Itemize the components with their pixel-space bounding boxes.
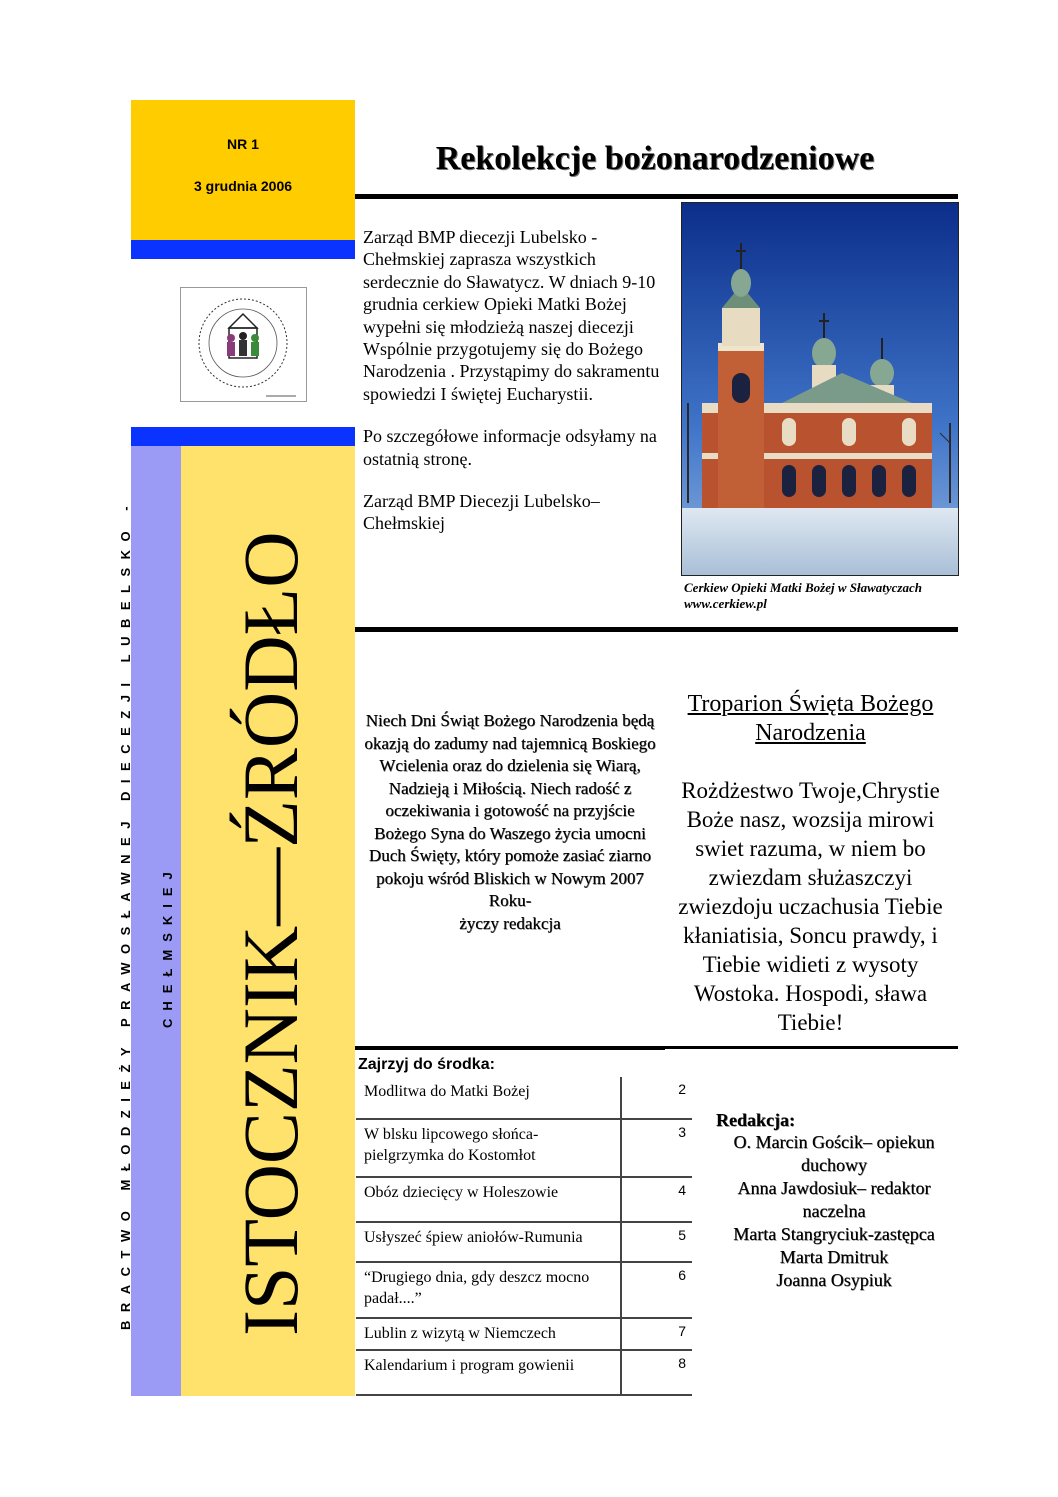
editorial-member: Anna Jawdosiuk– redaktor naczelna (737, 1178, 931, 1221)
wishes-signature: życzy redakcja (459, 913, 561, 933)
toc-item-page: 4 (678, 1182, 686, 1198)
toc-item-page: 2 (678, 1081, 686, 1097)
church-photo (681, 202, 959, 576)
toc-item-title: Modlitwa do Matki Bożej (356, 1077, 622, 1118)
issue-number: NR 1 (227, 136, 259, 152)
editorial-member: Marta Dmitruk (779, 1247, 889, 1267)
logo-emblem-icon (181, 288, 306, 401)
toc-item-page: 6 (678, 1267, 686, 1283)
toc-row[interactable] (356, 1351, 692, 1396)
fraternity-name-cont: CHEŁMSKIEJ (160, 864, 175, 1028)
toc-row[interactable] (356, 1223, 692, 1263)
rule-middle (355, 627, 958, 632)
editorial-member: O. Marcin Gościk– opiekun duchowy (733, 1132, 935, 1175)
toc-item-page: 3 (678, 1124, 686, 1140)
page-title: Rekolekcje bożonarodzeniowe (435, 140, 875, 177)
church-illustration-icon (682, 203, 958, 575)
photo-caption (684, 580, 954, 612)
photo-caption-title: Cerkiew Opieki Matki Bożej w Sławatyczach (684, 580, 922, 595)
photo-caption-source: www.cerkiew.pl (684, 596, 767, 611)
rule-lower-right (665, 1046, 958, 1049)
editorial-heading: Redakcja: (716, 1110, 795, 1130)
toc-item-page: 5 (678, 1227, 686, 1243)
toc-row[interactable] (356, 1319, 692, 1351)
blue-divider-bottom (131, 427, 355, 446)
blue-divider-top (131, 240, 355, 259)
table-of-contents (356, 1077, 692, 1396)
article-paragraph: Po szczegółowe informacje odsyłamy na ostatnią stronę. (363, 426, 657, 469)
masthead-title: ISTOCZNIK—ŹRÓDŁO (227, 531, 314, 1336)
issue-header-panel (131, 100, 355, 240)
toc-item-title: Lublin z wizytą w Niemczech (356, 1319, 622, 1349)
troparion-title: Troparion Święta Bożego Narodzenia (687, 691, 934, 746)
toc-row[interactable] (356, 1120, 692, 1178)
article-paragraph: Zarząd BMP diecezji Lubelsko - Chełmskiej zaprasza wszystkich serdecznie do Sławatycz. W dniach 9-10 grudnia cerkiew Opieki Matki Bożej wypełni się młodzieżą naszej diecezji Wspólnie przygotujemy się do Bożego Narodzenia . Przystąpimy do sakramentu spowiedzi I świętej Eucharystii. (363, 227, 660, 404)
toc-row[interactable] (356, 1263, 692, 1319)
toc-row[interactable] (356, 1077, 692, 1120)
fraternity-logo (180, 287, 307, 402)
toc-item-title: Obóz dziecięcy w Holeszowie (356, 1178, 622, 1221)
toc-row[interactable] (356, 1178, 692, 1223)
rule-top (355, 194, 958, 199)
toc-item-page: 8 (678, 1355, 686, 1371)
troparion-text: Rożdżestwo Twoje,Chrystie Boże nasz, wozsija mirowi swiet razuma, w niem bo zwiezdam służaszczyi zwiezdoju uczachusia Tiebie kłaniatisia, Soncu prawdy, i Tiebie widieti z wysoty Wostoka. Hospodi, sława Tiebie! (678, 778, 943, 1035)
christmas-wishes (360, 710, 660, 935)
rule-lower-left (355, 1046, 665, 1050)
toc-item-title: Kalendarium i program gowienii (356, 1351, 622, 1394)
fraternity-name: BRACTWO MŁODZIEŻY PRAWOSŁAWNEJ DIECEZJI LUBELSKO - (118, 497, 133, 1330)
toc-item-title: “Drugiego dnia, gdy deszcz mocno padał....” (356, 1263, 622, 1317)
toc-heading: Zajrzyj do środka: (358, 1056, 495, 1073)
article-body (363, 226, 663, 555)
toc-item-title: W blsku lipcowego słońca-pielgrzymka do Kostomłot (356, 1120, 622, 1176)
issue-date: 3 grudnia 2006 (193, 178, 293, 194)
toc-item-title: Usłyszeć śpiew aniołów-Rumunia (356, 1223, 622, 1261)
editorial-member: Marta Stangryciuk-zastępca (733, 1224, 935, 1244)
wishes-text: Niech Dni Świąt Bożego Narodzenia będą okazją do zadumy nad tajemnicą Boskiego Wcielenia oraz do dzielenia się Wiarą, Nadzieją i Miłością. Niech radość z oczekiwania i gotowość na przyjście Bożego Syna do Waszego życia umocni Duch Święty, który pomoże zasiać ziarno pokoju wśród Bliskich w Nowym 2007 Roku- (364, 711, 656, 910)
article-paragraph: Zarząd BMP Diecezji Lubelsko–Chełmskiej (363, 491, 600, 534)
editorial-team (716, 1110, 952, 1292)
editorial-member: Joanna Osypiuk (776, 1270, 892, 1290)
toc-item-page: 7 (678, 1323, 686, 1339)
